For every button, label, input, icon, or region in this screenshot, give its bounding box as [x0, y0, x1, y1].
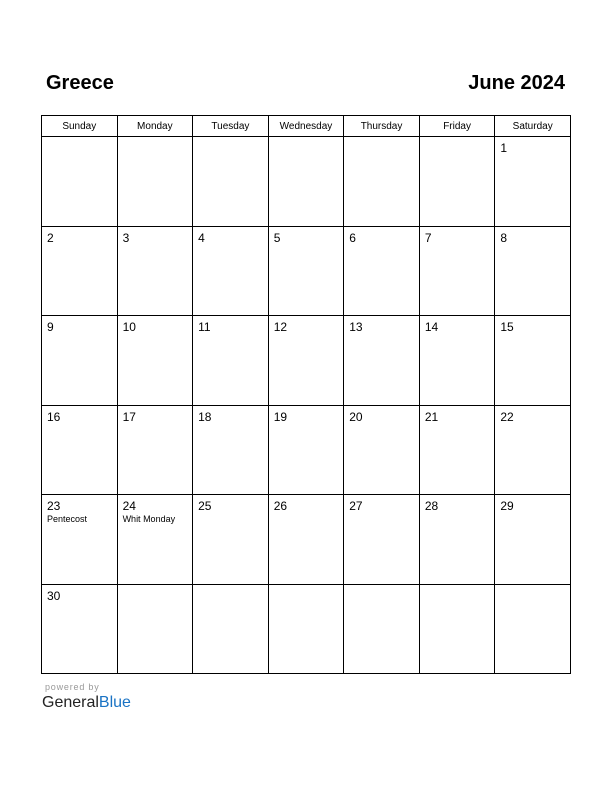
day-cell: [495, 316, 571, 406]
day-number: 1: [500, 141, 508, 155]
day-cell: [344, 495, 420, 585]
week-row: [42, 584, 571, 674]
day-number: 14: [424, 320, 439, 334]
day-cell: [193, 495, 269, 585]
day-cell: [193, 316, 269, 406]
day-cell: [268, 226, 344, 316]
day-cell: [42, 316, 118, 406]
day-number: 16: [47, 409, 61, 424]
day-cell: [117, 316, 193, 406]
day-cell: [268, 316, 344, 406]
day-cell: [268, 584, 344, 674]
holiday-label: Pentecost: [47, 514, 88, 524]
day-cell: [419, 226, 495, 316]
month-title: June 2024: [468, 72, 565, 94]
day-number: 25: [198, 499, 212, 513]
day-number: 27: [349, 499, 363, 513]
day-number: 9: [47, 320, 54, 334]
day-cell: [419, 316, 495, 406]
day-cell: [193, 405, 269, 495]
brand-general-text: General: [42, 694, 99, 711]
day-cell: [419, 137, 495, 227]
day-cell: [117, 226, 193, 316]
day-cell: [42, 584, 118, 674]
day-cell: [117, 405, 193, 495]
day-number: 24: [122, 499, 136, 513]
day-number: 17: [122, 409, 136, 424]
day-cell: [193, 226, 269, 316]
day-number: 7: [424, 230, 432, 245]
day-number: 19: [273, 409, 288, 424]
day-number: 29: [500, 499, 514, 513]
day-cell: [193, 137, 269, 227]
day-cell: [495, 226, 571, 316]
day-cell: [344, 137, 420, 227]
day-cell: [42, 137, 118, 227]
week-row: [42, 495, 571, 585]
day-number: 10: [122, 320, 136, 334]
day-number: 20: [349, 409, 363, 424]
day-cell: [419, 495, 495, 585]
day-cell: [344, 226, 420, 316]
day-number: 23: [47, 499, 61, 513]
weekday-header: Friday: [419, 116, 495, 137]
week-row: [42, 226, 571, 316]
day-number: 18: [198, 409, 212, 424]
weekday-header: Thursday: [344, 116, 420, 137]
powered-by-label: powered by: [45, 682, 100, 692]
day-cell: [419, 584, 495, 674]
day-number: 4: [198, 230, 205, 245]
day-cell: [117, 584, 193, 674]
day-cell: [42, 226, 118, 316]
day-cell: [117, 495, 193, 585]
day-number: 15: [500, 320, 514, 334]
day-number: 21: [424, 409, 439, 424]
week-row: [42, 405, 571, 495]
day-number: 22: [500, 409, 514, 424]
weekday-header-row: [42, 116, 571, 137]
day-cell: [193, 584, 269, 674]
day-cell: [42, 405, 118, 495]
day-number: 30: [47, 588, 61, 603]
day-number: 6: [349, 230, 356, 245]
day-cell: [344, 316, 420, 406]
weekday-header: Sunday: [42, 116, 118, 137]
week-row: [42, 137, 571, 227]
country-title: Greece: [46, 72, 114, 94]
day-number: 5: [273, 230, 281, 245]
calendar-grid: [41, 115, 571, 674]
day-cell: [42, 495, 118, 585]
weekday-header: Saturday: [495, 116, 571, 137]
day-number: 8: [500, 230, 508, 245]
day-cell: [495, 584, 571, 674]
day-number: 12: [273, 320, 288, 334]
day-cell: [268, 495, 344, 585]
day-cell: [419, 405, 495, 495]
weekday-header: Monday: [117, 116, 193, 137]
day-cell: [268, 405, 344, 495]
day-cell: [344, 584, 420, 674]
day-number: 13: [349, 320, 363, 334]
generalblue-logo: [42, 694, 131, 712]
weekday-header: Wednesday: [268, 116, 344, 137]
day-number: 2: [47, 230, 54, 245]
day-number: 3: [122, 230, 130, 245]
day-cell: [495, 137, 571, 227]
week-row: [42, 316, 571, 406]
brand-blue-text: Blue: [98, 694, 131, 711]
day-cell: [268, 137, 344, 227]
day-cell: [117, 137, 193, 227]
day-number: 11: [198, 320, 211, 334]
day-cell: [495, 405, 571, 495]
day-cell: [344, 405, 420, 495]
day-number: 26: [273, 499, 288, 513]
weekday-header: Tuesday: [193, 116, 269, 137]
day-number: 28: [424, 499, 439, 513]
day-cell: [495, 495, 571, 585]
holiday-label: Whit Monday: [122, 514, 176, 524]
